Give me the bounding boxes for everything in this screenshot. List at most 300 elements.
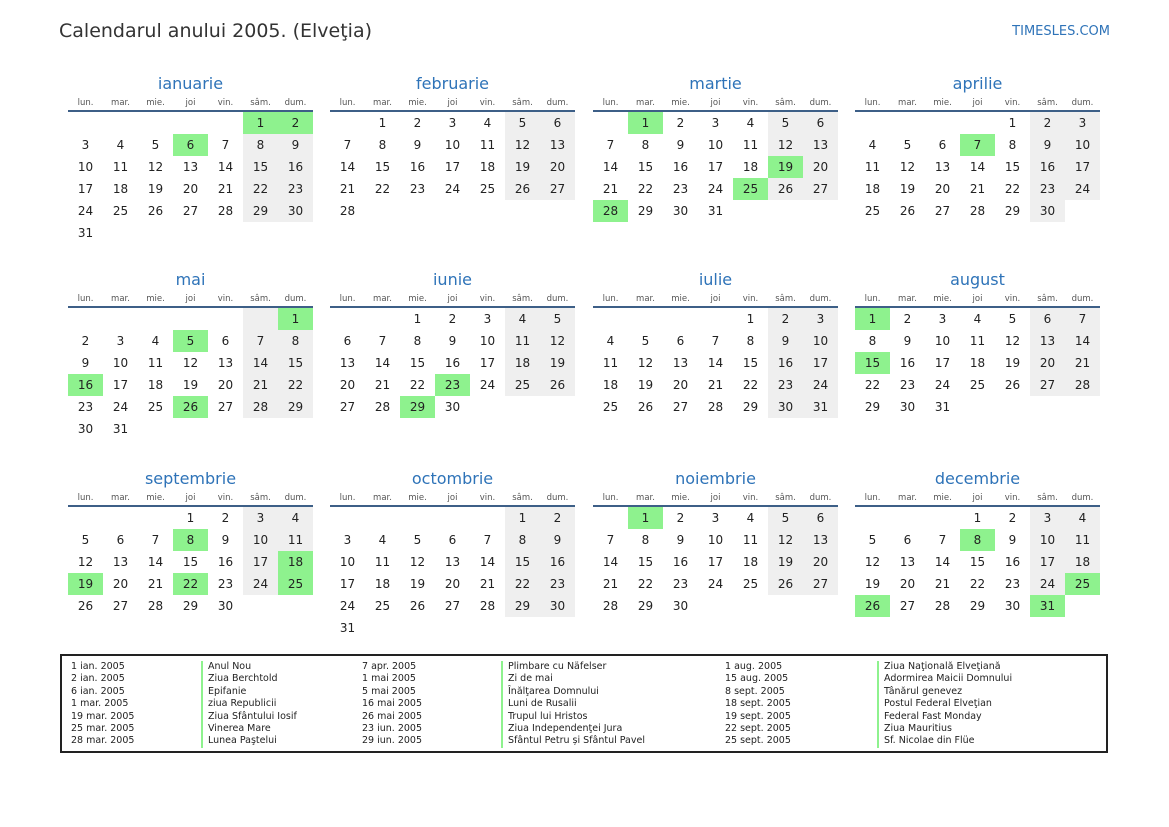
day-cell: 9	[413, 138, 422, 152]
day-cell: 17	[803, 352, 838, 374]
day-cell: 5	[768, 111, 803, 134]
weekday-label: sâm.	[768, 491, 803, 506]
month-table	[330, 96, 575, 222]
weekday-label: joi	[698, 491, 733, 506]
day-cell: 24	[243, 573, 278, 595]
day-cell: 16	[1004, 555, 1021, 569]
day-cell: 13	[803, 529, 838, 551]
weekday-label: dum.	[278, 292, 313, 307]
day-cell: 25	[147, 400, 164, 414]
day-cell: 21	[217, 182, 234, 196]
day-cell: 9	[1008, 533, 1017, 547]
day-cell: 14	[969, 160, 986, 174]
day-cell: 15	[278, 352, 313, 374]
day-cell: 19	[1004, 356, 1021, 370]
holiday-name: Vinerea Mare	[201, 723, 297, 735]
day-cell: 8	[278, 330, 313, 352]
day-cell: 13	[934, 160, 951, 174]
day-cell: 6	[540, 111, 575, 134]
day-cell: 4	[973, 312, 982, 326]
empty-cell	[995, 396, 1030, 418]
day-cell: 12	[864, 555, 881, 569]
day-cell: 17	[707, 555, 724, 569]
day-cell: 17	[243, 551, 278, 573]
weekday-label: joi	[960, 292, 995, 307]
day-cell: 7	[1065, 307, 1100, 330]
day-cell: 23	[540, 573, 575, 595]
day-cell: 5	[1008, 312, 1017, 326]
day-cell: 11	[147, 356, 164, 370]
weekday-label: mar.	[628, 292, 663, 307]
day-cell: 9	[676, 138, 685, 152]
weekday-label: mar.	[365, 491, 400, 506]
day-cell: 27	[217, 400, 234, 414]
day-cell: 19	[505, 156, 540, 178]
day-cell: 24	[707, 577, 724, 591]
day-cell: 16	[768, 352, 803, 374]
day-cell: 25	[278, 573, 313, 595]
holiday-name: Luni de Rusalii	[501, 698, 645, 710]
empty-cell	[208, 418, 243, 440]
weekday-label: lun.	[330, 491, 365, 506]
day-cell: 3	[803, 307, 838, 330]
day-cell: 23	[77, 400, 94, 414]
day-cell: 5	[768, 506, 803, 529]
day-cell: 29	[400, 396, 435, 418]
day-cell: 20	[803, 156, 838, 178]
weekday-label: sâm.	[243, 292, 278, 307]
day-cell: 11	[969, 334, 986, 348]
day-cell: 3	[1065, 111, 1100, 134]
holiday-date: 26 mai 2005	[362, 710, 423, 722]
day-cell: 30	[217, 599, 234, 613]
day-cell: 11	[479, 138, 496, 152]
day-cell: 14	[934, 555, 951, 569]
month-name: decembrie	[934, 469, 1021, 488]
day-cell: 7	[606, 138, 615, 152]
empty-cell	[400, 200, 435, 222]
day-cell: 6	[343, 334, 352, 348]
weekday-label: vin.	[470, 96, 505, 111]
day-cell: 27	[540, 178, 575, 200]
holiday-name: Sf. Nicolae din Flüe	[877, 735, 1012, 747]
day-cell: 4	[606, 334, 615, 348]
empty-cell	[243, 595, 278, 617]
day-cell: 30	[768, 396, 803, 418]
empty-cell	[365, 617, 400, 639]
day-cell: 11	[374, 555, 391, 569]
empty-cell	[208, 222, 243, 244]
day-cell: 29	[243, 200, 278, 222]
day-cell: 30	[672, 204, 689, 218]
day-cell: 16	[672, 160, 689, 174]
empty-cell	[243, 418, 278, 440]
weekday-label: dum.	[540, 292, 575, 307]
day-cell: 17	[479, 356, 496, 370]
empty-cell	[278, 418, 313, 440]
weekday-label: joi	[173, 491, 208, 506]
day-cell: 1	[1008, 116, 1017, 130]
holiday-name: Ziua Naţională Elveţiană	[877, 661, 1012, 673]
holiday-date: 16 mai 2005	[362, 698, 423, 710]
weekday-label: vin.	[208, 96, 243, 111]
day-cell: 31	[77, 226, 94, 240]
day-cell: 14	[602, 160, 619, 174]
day-cell: 30	[672, 599, 689, 613]
weekday-label: joi	[960, 491, 995, 506]
day-cell: 18	[112, 182, 129, 196]
day-cell: 19	[68, 573, 103, 595]
weekday-label: mar.	[628, 491, 663, 506]
holiday-date: 19 mar. 2005	[71, 710, 135, 722]
day-cell: 25	[742, 577, 759, 591]
day-cell: 25	[602, 400, 619, 414]
month-ianuarie	[68, 73, 313, 244]
month-decembrie	[855, 468, 1100, 617]
day-cell: 15	[374, 160, 391, 174]
day-cell: 10	[243, 529, 278, 551]
day-cell: 10	[444, 138, 461, 152]
day-cell: 5	[413, 533, 422, 547]
day-cell: 23	[1004, 577, 1021, 591]
month-table	[68, 292, 313, 440]
day-cell: 6	[903, 533, 912, 547]
weekday-label: mie.	[663, 292, 698, 307]
weekday-label: dum.	[1065, 491, 1100, 506]
day-cell: 4	[151, 334, 160, 348]
day-cell: 28	[243, 396, 278, 418]
month-name: februarie	[415, 74, 490, 93]
day-cell: 15	[1004, 160, 1021, 174]
day-cell: 26	[173, 396, 208, 418]
empty-cell	[1065, 200, 1100, 222]
day-cell: 29	[864, 400, 881, 414]
empty-cell	[138, 506, 173, 529]
day-cell: 1	[378, 116, 387, 130]
day-cell: 4	[746, 511, 755, 525]
day-cell: 31	[339, 621, 356, 635]
day-cell: 6	[1030, 307, 1065, 330]
empty-cell	[855, 506, 890, 529]
weekday-label: lun.	[593, 292, 628, 307]
weekday-label: sâm.	[505, 491, 540, 506]
month-octombrie	[330, 468, 575, 639]
weekday-label: lun.	[330, 96, 365, 111]
weekday-label: dum.	[1065, 292, 1100, 307]
empty-cell	[540, 396, 575, 418]
day-cell: 7	[960, 134, 995, 156]
day-cell: 2	[448, 312, 457, 326]
day-cell: 16	[1030, 156, 1065, 178]
weekday-label: mar.	[103, 96, 138, 111]
holiday-name: Sfântul Petru și Sfântul Pavel	[501, 735, 645, 747]
empty-cell	[1065, 396, 1100, 418]
day-cell: 27	[1030, 374, 1065, 396]
weekday-label: dum.	[803, 292, 838, 307]
weekday-label: dum.	[803, 491, 838, 506]
month-august	[855, 269, 1100, 418]
day-cell: 30	[1004, 599, 1021, 613]
day-cell: 27	[934, 204, 951, 218]
weekday-label: joi	[435, 96, 470, 111]
day-cell: 11	[1065, 529, 1100, 551]
day-cell: 3	[243, 506, 278, 529]
day-cell: 10	[339, 555, 356, 569]
day-cell: 2	[676, 511, 685, 525]
empty-cell	[68, 506, 103, 529]
holiday-name: Federal Fast Monday	[877, 711, 1012, 723]
day-cell: 8	[173, 529, 208, 551]
month-name: aprilie	[952, 74, 1003, 93]
day-cell: 21	[1065, 352, 1100, 374]
day-cell: 22	[409, 378, 426, 392]
holiday-date: 18 sept. 2005	[725, 698, 791, 710]
day-cell: 9	[448, 334, 457, 348]
weekday-label: vin.	[470, 491, 505, 506]
day-cell: 28	[217, 204, 234, 218]
empty-cell	[103, 222, 138, 244]
day-cell: 2	[768, 307, 803, 330]
day-cell: 3	[1030, 506, 1065, 529]
empty-cell	[593, 307, 628, 330]
weekday-label: joi	[698, 292, 733, 307]
day-cell: 7	[221, 138, 230, 152]
day-cell: 26	[540, 374, 575, 396]
weekday-label: lun.	[593, 96, 628, 111]
day-cell: 12	[899, 160, 916, 174]
weekday-label: lun.	[68, 292, 103, 307]
day-cell: 26	[637, 400, 654, 414]
day-cell: 19	[899, 182, 916, 196]
day-cell: 1	[243, 111, 278, 134]
day-cell: 18	[147, 378, 164, 392]
holiday-date: 25 mar. 2005	[71, 723, 135, 735]
holiday-names-column	[201, 661, 297, 748]
month-name: martie	[689, 74, 742, 93]
day-cell: 4	[746, 116, 755, 130]
day-cell: 29	[182, 599, 199, 613]
month-table	[593, 96, 838, 222]
day-cell: 7	[378, 334, 387, 348]
weekday-label: mie.	[925, 491, 960, 506]
day-cell: 7	[606, 533, 615, 547]
weekday-label: lun.	[68, 491, 103, 506]
day-cell: 6	[221, 334, 230, 348]
empty-cell	[208, 111, 243, 134]
day-cell: 1	[628, 506, 663, 529]
day-cell: 31	[112, 422, 129, 436]
empty-cell	[890, 506, 925, 529]
day-cell: 2	[540, 506, 575, 529]
holiday-name: Trupul lui Hristos	[501, 711, 645, 723]
weekday-label: mie.	[925, 96, 960, 111]
day-cell: 12	[637, 356, 654, 370]
day-cell: 1	[186, 511, 195, 525]
weekday-label: sâm.	[768, 96, 803, 111]
day-cell: 8	[243, 134, 278, 156]
day-cell: 7	[343, 138, 352, 152]
empty-cell	[540, 200, 575, 222]
holiday-name: Tânărul genevez	[877, 686, 1012, 698]
day-cell: 16	[409, 160, 426, 174]
holiday-name: Înălţarea Domnului	[501, 686, 645, 698]
empty-cell	[365, 506, 400, 529]
day-cell: 18	[602, 378, 619, 392]
day-cell: 20	[899, 577, 916, 591]
day-cell: 31	[1030, 595, 1065, 617]
day-cell: 25	[112, 204, 129, 218]
weekday-label: joi	[173, 96, 208, 111]
day-cell: 22	[742, 378, 759, 392]
weekday-label: mar.	[103, 292, 138, 307]
day-cell: 13	[112, 555, 129, 569]
day-cell: 1	[973, 511, 982, 525]
weekday-label: vin.	[470, 292, 505, 307]
month-noiembrie	[593, 468, 838, 617]
day-cell: 17	[77, 182, 94, 196]
day-cell: 17	[1030, 551, 1065, 573]
empty-cell	[330, 506, 365, 529]
weekday-label: sâm.	[505, 96, 540, 111]
month-table	[593, 491, 838, 617]
day-cell: 3	[711, 116, 720, 130]
holiday-date: 23 iun. 2005	[362, 723, 423, 735]
day-cell: 29	[969, 599, 986, 613]
day-cell: 20	[339, 378, 356, 392]
empty-cell	[960, 111, 995, 134]
day-cell: 14	[479, 555, 496, 569]
weekday-label: mar.	[890, 96, 925, 111]
day-cell: 22	[374, 182, 391, 196]
day-cell: 13	[339, 356, 356, 370]
weekday-label: mar.	[628, 96, 663, 111]
day-cell: 21	[479, 577, 496, 591]
day-cell: 16	[899, 356, 916, 370]
weekday-label: lun.	[593, 491, 628, 506]
day-cell: 18	[864, 182, 881, 196]
day-cell: 30	[540, 595, 575, 617]
site-link[interactable]: TIMESLES.COM	[1012, 24, 1110, 39]
weekday-label: mar.	[365, 96, 400, 111]
empty-cell	[103, 506, 138, 529]
weekday-label: lun.	[855, 96, 890, 111]
empty-cell	[138, 222, 173, 244]
day-cell: 24	[479, 378, 496, 392]
day-cell: 12	[768, 134, 803, 156]
weekday-label: mar.	[103, 491, 138, 506]
day-cell: 18	[742, 160, 759, 174]
holiday-names-column	[501, 661, 645, 748]
day-cell: 20	[112, 577, 129, 591]
day-cell: 17	[339, 577, 356, 591]
holiday-name: Anul Nou	[201, 661, 297, 673]
month-name: mai	[175, 270, 206, 289]
day-cell: 1	[628, 111, 663, 134]
day-cell: 19	[637, 378, 654, 392]
day-cell: 15	[409, 356, 426, 370]
month-table	[855, 292, 1100, 418]
day-cell: 27	[112, 599, 129, 613]
weekday-label: joi	[435, 491, 470, 506]
day-cell: 11	[742, 138, 759, 152]
day-cell: 12	[1004, 334, 1021, 348]
weekday-label: vin.	[995, 292, 1030, 307]
weekday-label: mar.	[890, 491, 925, 506]
empty-cell	[173, 307, 208, 330]
holiday-name: Epifanie	[201, 686, 297, 698]
holiday-names-column	[877, 661, 1012, 748]
month-name: august	[950, 270, 1005, 289]
day-cell: 4	[278, 506, 313, 529]
day-cell: 4	[378, 533, 387, 547]
day-cell: 30	[77, 422, 94, 436]
day-cell: 22	[1004, 182, 1021, 196]
day-cell: 3	[483, 312, 492, 326]
empty-cell	[960, 396, 995, 418]
month-name: octombrie	[411, 469, 494, 488]
weekday-label: lun.	[68, 96, 103, 111]
day-cell: 3	[448, 116, 457, 130]
day-cell: 12	[540, 330, 575, 352]
day-cell: 9	[676, 533, 685, 547]
day-cell: 29	[742, 400, 759, 414]
empty-cell	[768, 200, 803, 222]
weekday-label: dum.	[1065, 96, 1100, 111]
month-table	[330, 292, 575, 418]
day-cell: 9	[1030, 134, 1065, 156]
day-cell: 20	[1030, 352, 1065, 374]
day-cell: 24	[444, 182, 461, 196]
weekday-label: vin.	[733, 491, 768, 506]
day-cell: 6	[676, 334, 685, 348]
day-cell: 13	[899, 555, 916, 569]
page-title: Calendarul anului 2005. (Elveţia)	[59, 20, 373, 42]
day-cell: 14	[243, 352, 278, 374]
day-cell: 15	[637, 160, 654, 174]
empty-cell	[733, 595, 768, 617]
empty-cell	[925, 506, 960, 529]
weekday-label: dum.	[278, 491, 313, 506]
day-cell: 18	[742, 555, 759, 569]
day-cell: 13	[182, 160, 199, 174]
day-cell: 14	[339, 160, 356, 174]
day-cell: 1	[278, 307, 313, 330]
weekday-label: vin.	[208, 491, 243, 506]
month-table	[68, 491, 313, 617]
weekday-label: sâm.	[505, 292, 540, 307]
day-cell: 16	[68, 374, 103, 396]
month-martie	[593, 73, 838, 222]
empty-cell	[593, 506, 628, 529]
holiday-name: Ziua Sfântului Iosif	[201, 711, 297, 723]
day-cell: 2	[221, 511, 230, 525]
day-cell: 7	[151, 533, 160, 547]
day-cell: 30	[899, 400, 916, 414]
month-septembrie	[68, 468, 313, 617]
empty-cell	[593, 111, 628, 134]
day-cell: 17	[707, 160, 724, 174]
day-cell: 5	[505, 111, 540, 134]
day-cell: 25	[864, 204, 881, 218]
day-cell: 24	[803, 374, 838, 396]
day-cell: 26	[855, 595, 890, 617]
holiday-date: 15 aug. 2005	[725, 673, 789, 685]
day-cell: 28	[934, 599, 951, 613]
empty-cell	[243, 222, 278, 244]
month-table	[330, 491, 575, 639]
holiday-dates-column	[362, 661, 422, 748]
month-table	[855, 491, 1100, 617]
